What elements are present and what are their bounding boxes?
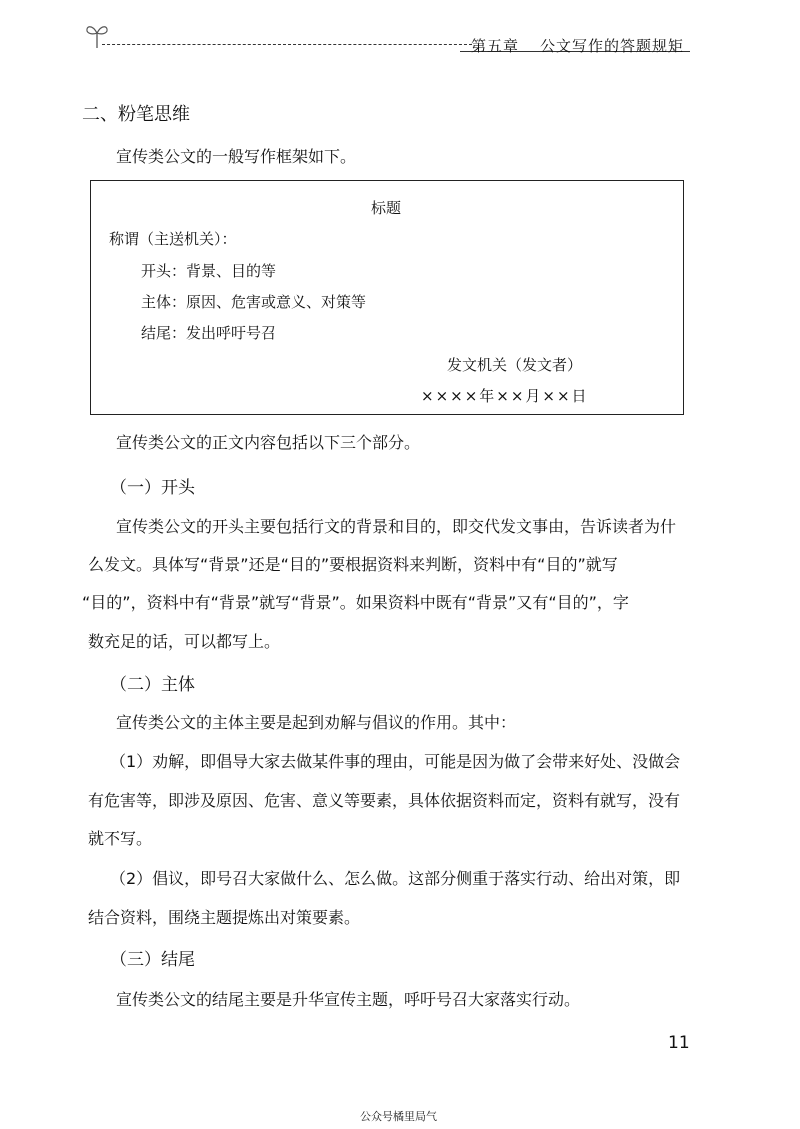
header-chapter: 第五章	[471, 37, 520, 55]
framework-body: 主体：原因、危害或意义、对策等	[141, 293, 367, 311]
framework-date: ××××年××月××日	[421, 387, 589, 405]
content-summary: 宣传类公文的正文内容包括以下三个部分。	[116, 433, 421, 452]
part1-heading: （一）开头	[110, 478, 195, 498]
page-number: 11	[668, 1033, 690, 1053]
section-intro: 宣传类公文的一般写作框架如下。	[116, 147, 357, 166]
part3-text: 宣传类公文的结尾主要是升华宣传主题，呼吁号召大家落实行动。	[116, 990, 581, 1009]
header-chapter-title: 公文写作的答题规矩	[540, 37, 685, 55]
framework-box	[90, 180, 684, 415]
framework-title: 标题	[371, 199, 402, 217]
part2-intro: 宣传类公文的主体主要是起到劝解与倡议的作用。其中：	[116, 713, 517, 732]
part2-item1-line-2: 有危害等，即涉及原因、危害、意义等要素，具体依据资料而定，资料有就写，没有	[88, 791, 681, 810]
framework-salutation: 称谓（主送机关）：	[109, 230, 237, 248]
part3-heading: （三）结尾	[110, 950, 195, 970]
part2-heading: （二）主体	[110, 675, 195, 695]
header-dashed-rule	[102, 44, 472, 45]
framework-issuer: 发文机关（发文者）	[447, 356, 583, 374]
part1-line-3: “目的”，资料中有“背景”就写“背景”。如果资料中既有“背景”又有“目的”，字	[82, 593, 629, 612]
part2-item2-line-2: 结合资料，围绕主题提炼出对策要素。	[88, 908, 361, 927]
part1-line-2: 么发文。具体写“背景”还是“目的”要根据资料来判断，资料中有“目的”就写	[88, 555, 618, 574]
sprout-icon	[84, 20, 110, 50]
section-heading: 二、粉笔思维	[82, 104, 190, 125]
part1-line-1: 宣传类公文的开头主要包括行文的背景和目的，即交代发文事由，告诉读者为什	[116, 517, 677, 536]
footer-watermark: 公众号橘里局气	[360, 1110, 437, 1123]
part2-item2-line-1: （2）倡议，即号召大家做什么、怎么做。这部分侧重于落实行动、给出对策，即	[110, 869, 681, 888]
framework-opening: 开头：背景、目的等	[141, 262, 277, 280]
part1-line-4: 数充足的话，可以都写上。	[88, 632, 281, 651]
part2-item1-line-1: （1）劝解，即倡导大家去做某件事的理由，可能是因为做了会带来好处、没做会	[110, 752, 681, 771]
framework-closing: 结尾：发出呼吁号召	[141, 324, 277, 342]
part2-item1-line-3: 就不写。	[88, 829, 153, 848]
